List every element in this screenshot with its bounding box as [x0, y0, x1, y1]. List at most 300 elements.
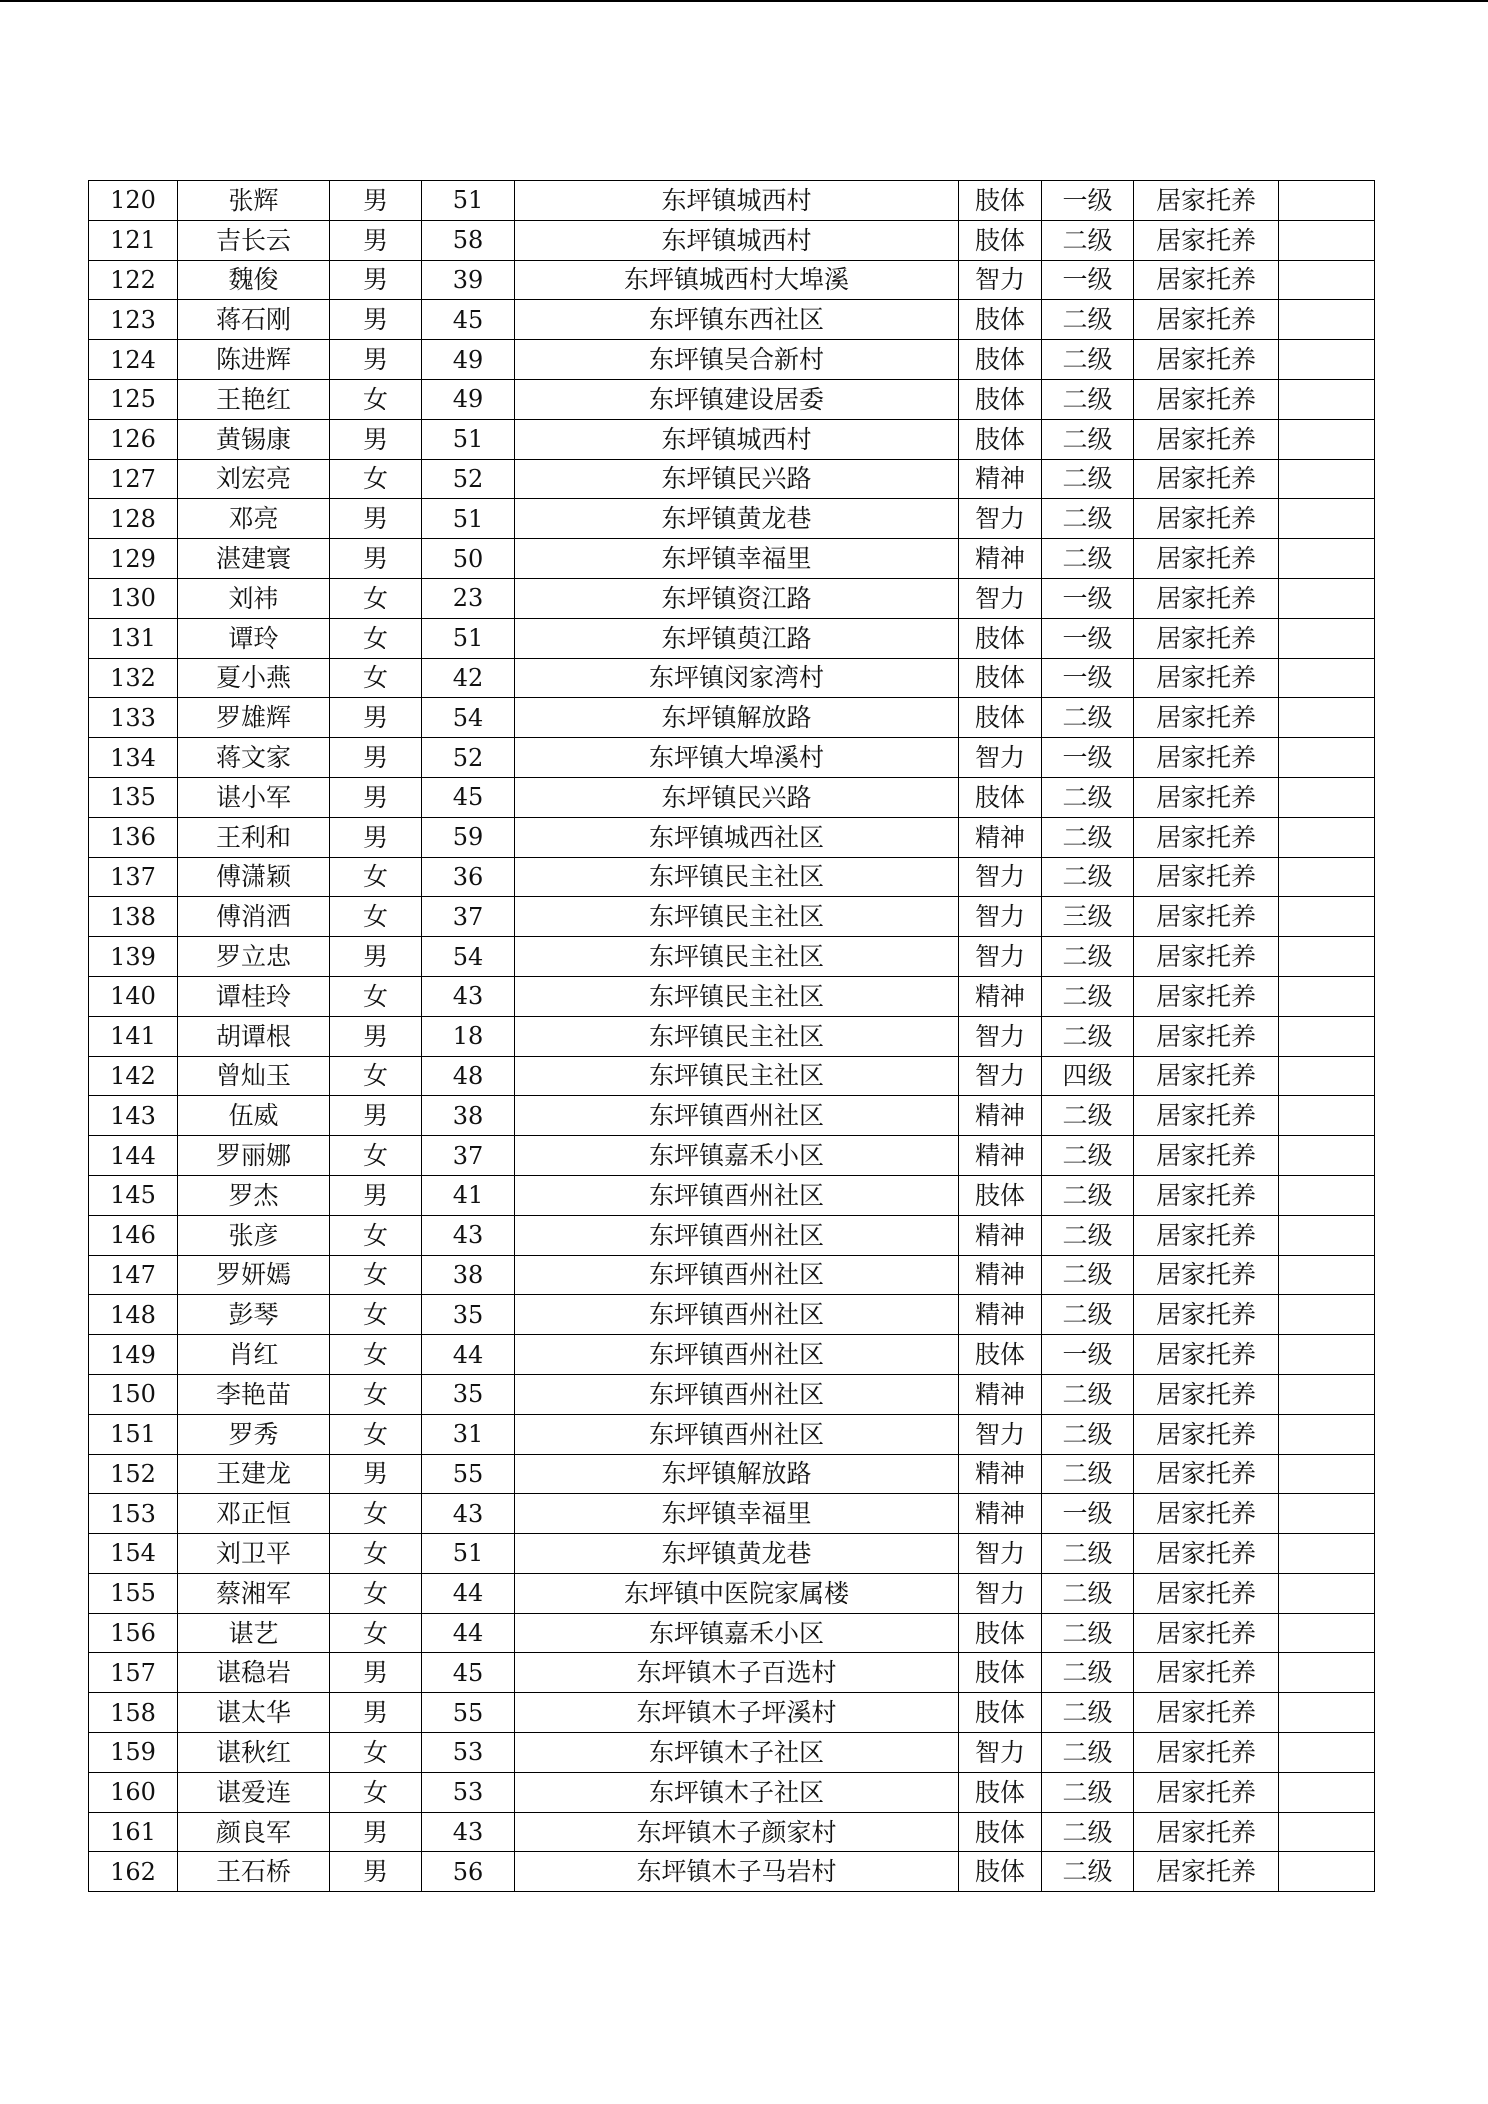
- cell-remark: [1279, 1653, 1375, 1693]
- cell-grade: 二级: [1042, 1255, 1134, 1295]
- cell-grade: 二级: [1042, 340, 1134, 380]
- cell-type: 肢体: [959, 220, 1042, 260]
- cell-idx: 140: [89, 976, 178, 1016]
- cell-type: 肢体: [959, 1812, 1042, 1852]
- cell-care: 居家托养: [1134, 1136, 1279, 1176]
- cell-remark: [1279, 777, 1375, 817]
- cell-address: 东坪镇民兴路: [515, 777, 959, 817]
- cell-address: 东坪镇民主社区: [515, 976, 959, 1016]
- table-row: [89, 499, 1375, 539]
- cell-grade: 一级: [1042, 260, 1134, 300]
- roster-table: [88, 180, 1375, 1892]
- cell-address: 东坪镇城西村大埠溪: [515, 260, 959, 300]
- cell-idx: 127: [89, 459, 178, 499]
- cell-remark: [1279, 1613, 1375, 1653]
- cell-remark: [1279, 937, 1375, 977]
- cell-grade: 二级: [1042, 539, 1134, 579]
- cell-sex: 男: [330, 1096, 422, 1136]
- cell-grade: 二级: [1042, 857, 1134, 897]
- cell-name: 王利和: [178, 817, 330, 857]
- cell-grade: 二级: [1042, 1693, 1134, 1733]
- cell-address: 东坪镇萸江路: [515, 618, 959, 658]
- cell-grade: 一级: [1042, 738, 1134, 778]
- cell-idx: 148: [89, 1295, 178, 1335]
- cell-sex: 女: [330, 578, 422, 618]
- cell-care: 居家托养: [1134, 419, 1279, 459]
- cell-idx: 160: [89, 1772, 178, 1812]
- page-top-border: [0, 0, 1488, 2]
- cell-age: 36: [422, 857, 515, 897]
- cell-age: 52: [422, 459, 515, 499]
- cell-idx: 131: [89, 618, 178, 658]
- cell-sex: 男: [330, 300, 422, 340]
- table-row: [89, 260, 1375, 300]
- cell-age: 49: [422, 340, 515, 380]
- cell-idx: 137: [89, 857, 178, 897]
- cell-idx: 132: [89, 658, 178, 698]
- cell-care: 居家托养: [1134, 1852, 1279, 1892]
- cell-remark: [1279, 1175, 1375, 1215]
- cell-idx: 135: [89, 777, 178, 817]
- cell-name: 谌秋红: [178, 1733, 330, 1773]
- cell-remark: [1279, 1812, 1375, 1852]
- cell-remark: [1279, 459, 1375, 499]
- cell-sex: 男: [330, 777, 422, 817]
- cell-idx: 150: [89, 1374, 178, 1414]
- cell-care: 居家托养: [1134, 1096, 1279, 1136]
- cell-remark: [1279, 1335, 1375, 1375]
- cell-type: 智力: [959, 1573, 1042, 1613]
- cell-name: 王艳红: [178, 379, 330, 419]
- cell-grade: 二级: [1042, 1414, 1134, 1454]
- table-row: [89, 937, 1375, 977]
- cell-type: 肢体: [959, 340, 1042, 380]
- cell-idx: 155: [89, 1573, 178, 1613]
- cell-care: 居家托养: [1134, 857, 1279, 897]
- cell-idx: 151: [89, 1414, 178, 1454]
- cell-grade: 二级: [1042, 976, 1134, 1016]
- cell-name: 黄锡康: [178, 419, 330, 459]
- cell-idx: 133: [89, 698, 178, 738]
- cell-remark: [1279, 419, 1375, 459]
- cell-age: 51: [422, 618, 515, 658]
- cell-idx: 130: [89, 578, 178, 618]
- cell-address: 东坪镇大埠溪村: [515, 738, 959, 778]
- cell-sex: 男: [330, 738, 422, 778]
- cell-age: 54: [422, 698, 515, 738]
- cell-name: 罗杰: [178, 1175, 330, 1215]
- cell-type: 肢体: [959, 181, 1042, 221]
- table-row: [89, 459, 1375, 499]
- cell-remark: [1279, 618, 1375, 658]
- cell-address: 东坪镇民主社区: [515, 857, 959, 897]
- cell-grade: 二级: [1042, 1573, 1134, 1613]
- cell-remark: [1279, 379, 1375, 419]
- table-row: [89, 379, 1375, 419]
- cell-address: 东坪镇酉州社区: [515, 1295, 959, 1335]
- cell-idx: 146: [89, 1215, 178, 1255]
- cell-care: 居家托养: [1134, 897, 1279, 937]
- cell-type: 肢体: [959, 1335, 1042, 1375]
- cell-type: 精神: [959, 539, 1042, 579]
- table-row: [89, 1016, 1375, 1056]
- cell-age: 18: [422, 1016, 515, 1056]
- cell-idx: 129: [89, 539, 178, 579]
- cell-name: 张彦: [178, 1215, 330, 1255]
- table-row: [89, 1573, 1375, 1613]
- cell-idx: 125: [89, 379, 178, 419]
- cell-sex: 女: [330, 1733, 422, 1773]
- cell-care: 居家托养: [1134, 539, 1279, 579]
- cell-address: 东坪镇资江路: [515, 578, 959, 618]
- cell-idx: 153: [89, 1494, 178, 1534]
- table-row: [89, 1056, 1375, 1096]
- cell-sex: 女: [330, 1335, 422, 1375]
- cell-name: 蒋石刚: [178, 300, 330, 340]
- cell-type: 肢体: [959, 300, 1042, 340]
- cell-age: 39: [422, 260, 515, 300]
- cell-care: 居家托养: [1134, 1812, 1279, 1852]
- cell-remark: [1279, 340, 1375, 380]
- cell-type: 精神: [959, 1454, 1042, 1494]
- cell-address: 东坪镇木子社区: [515, 1733, 959, 1773]
- cell-care: 居家托养: [1134, 1295, 1279, 1335]
- cell-remark: [1279, 300, 1375, 340]
- cell-remark: [1279, 1772, 1375, 1812]
- cell-care: 居家托养: [1134, 1534, 1279, 1574]
- cell-remark: [1279, 1852, 1375, 1892]
- cell-care: 居家托养: [1134, 1653, 1279, 1693]
- cell-address: 东坪镇民兴路: [515, 459, 959, 499]
- cell-sex: 男: [330, 499, 422, 539]
- cell-care: 居家托养: [1134, 220, 1279, 260]
- cell-remark: [1279, 857, 1375, 897]
- cell-name: 吉长云: [178, 220, 330, 260]
- cell-age: 51: [422, 419, 515, 459]
- cell-age: 55: [422, 1454, 515, 1494]
- cell-age: 44: [422, 1335, 515, 1375]
- cell-address: 东坪镇酉州社区: [515, 1175, 959, 1215]
- table-row: [89, 1096, 1375, 1136]
- cell-type: 肢体: [959, 658, 1042, 698]
- cell-idx: 145: [89, 1175, 178, 1215]
- cell-remark: [1279, 1534, 1375, 1574]
- cell-age: 44: [422, 1573, 515, 1613]
- cell-address: 东坪镇嘉禾小区: [515, 1613, 959, 1653]
- cell-remark: [1279, 539, 1375, 579]
- table-row: [89, 897, 1375, 937]
- cell-grade: 二级: [1042, 817, 1134, 857]
- cell-age: 49: [422, 379, 515, 419]
- cell-type: 智力: [959, 260, 1042, 300]
- cell-remark: [1279, 1215, 1375, 1255]
- cell-address: 东坪镇幸福里: [515, 539, 959, 579]
- cell-name: 肖红: [178, 1335, 330, 1375]
- cell-care: 居家托养: [1134, 1733, 1279, 1773]
- cell-grade: 四级: [1042, 1056, 1134, 1096]
- cell-sex: 女: [330, 897, 422, 937]
- cell-age: 37: [422, 897, 515, 937]
- cell-remark: [1279, 1573, 1375, 1613]
- table-row: [89, 1136, 1375, 1176]
- cell-type: 精神: [959, 1494, 1042, 1534]
- cell-sex: 女: [330, 857, 422, 897]
- cell-sex: 男: [330, 220, 422, 260]
- table-row: [89, 1374, 1375, 1414]
- cell-address: 东坪镇酉州社区: [515, 1096, 959, 1136]
- cell-grade: 一级: [1042, 1335, 1134, 1375]
- cell-remark: [1279, 1255, 1375, 1295]
- cell-age: 56: [422, 1852, 515, 1892]
- cell-sex: 女: [330, 618, 422, 658]
- cell-care: 居家托养: [1134, 1772, 1279, 1812]
- cell-sex: 女: [330, 1215, 422, 1255]
- table-row: [89, 1852, 1375, 1892]
- cell-grade: 二级: [1042, 379, 1134, 419]
- cell-idx: 138: [89, 897, 178, 937]
- cell-sex: 男: [330, 1653, 422, 1693]
- cell-name: 邓正恒: [178, 1494, 330, 1534]
- cell-grade: 二级: [1042, 1653, 1134, 1693]
- table-row: [89, 1812, 1375, 1852]
- cell-remark: [1279, 1295, 1375, 1335]
- cell-care: 居家托养: [1134, 1454, 1279, 1494]
- cell-age: 51: [422, 499, 515, 539]
- cell-sex: 女: [330, 658, 422, 698]
- cell-name: 张辉: [178, 181, 330, 221]
- table-row: [89, 1175, 1375, 1215]
- cell-sex: 女: [330, 1255, 422, 1295]
- cell-care: 居家托养: [1134, 777, 1279, 817]
- cell-idx: 123: [89, 300, 178, 340]
- cell-type: 精神: [959, 1215, 1042, 1255]
- table-row: [89, 1414, 1375, 1454]
- cell-sex: 男: [330, 1693, 422, 1733]
- cell-idx: 144: [89, 1136, 178, 1176]
- cell-care: 居家托养: [1134, 1255, 1279, 1295]
- cell-age: 38: [422, 1096, 515, 1136]
- cell-age: 42: [422, 658, 515, 698]
- cell-grade: 一级: [1042, 181, 1134, 221]
- cell-name: 谭玲: [178, 618, 330, 658]
- cell-sex: 女: [330, 1056, 422, 1096]
- cell-grade: 二级: [1042, 1852, 1134, 1892]
- table-row: [89, 817, 1375, 857]
- cell-remark: [1279, 738, 1375, 778]
- cell-type: 精神: [959, 1374, 1042, 1414]
- cell-remark: [1279, 976, 1375, 1016]
- cell-care: 居家托养: [1134, 1613, 1279, 1653]
- cell-idx: 139: [89, 937, 178, 977]
- cell-sex: 女: [330, 976, 422, 1016]
- cell-address: 东坪镇黄龙巷: [515, 499, 959, 539]
- cell-grade: 二级: [1042, 937, 1134, 977]
- cell-idx: 156: [89, 1613, 178, 1653]
- cell-address: 东坪镇民主社区: [515, 897, 959, 937]
- table-row: [89, 658, 1375, 698]
- cell-idx: 158: [89, 1693, 178, 1733]
- cell-care: 居家托养: [1134, 698, 1279, 738]
- cell-grade: 二级: [1042, 1175, 1134, 1215]
- cell-address: 东坪镇幸福里: [515, 1494, 959, 1534]
- cell-idx: 157: [89, 1653, 178, 1693]
- cell-care: 居家托养: [1134, 499, 1279, 539]
- cell-remark: [1279, 1693, 1375, 1733]
- cell-name: 颜良军: [178, 1812, 330, 1852]
- cell-name: 李艳苗: [178, 1374, 330, 1414]
- cell-care: 居家托养: [1134, 459, 1279, 499]
- cell-grade: 一级: [1042, 1494, 1134, 1534]
- cell-type: 智力: [959, 1534, 1042, 1574]
- cell-grade: 二级: [1042, 777, 1134, 817]
- cell-idx: 136: [89, 817, 178, 857]
- cell-age: 58: [422, 220, 515, 260]
- cell-name: 蒋文家: [178, 738, 330, 778]
- cell-age: 53: [422, 1772, 515, 1812]
- cell-idx: 124: [89, 340, 178, 380]
- cell-care: 居家托养: [1134, 300, 1279, 340]
- cell-type: 肢体: [959, 1852, 1042, 1892]
- cell-sex: 男: [330, 539, 422, 579]
- cell-grade: 一级: [1042, 658, 1134, 698]
- cell-age: 37: [422, 1136, 515, 1176]
- cell-care: 居家托养: [1134, 181, 1279, 221]
- cell-type: 精神: [959, 1255, 1042, 1295]
- cell-address: 东坪镇酉州社区: [515, 1215, 959, 1255]
- cell-name: 蔡湘军: [178, 1573, 330, 1613]
- cell-remark: [1279, 578, 1375, 618]
- cell-address: 东坪镇城西社区: [515, 817, 959, 857]
- cell-name: 彭琴: [178, 1295, 330, 1335]
- cell-care: 居家托养: [1134, 1573, 1279, 1613]
- cell-age: 59: [422, 817, 515, 857]
- cell-sex: 男: [330, 1175, 422, 1215]
- cell-remark: [1279, 817, 1375, 857]
- cell-name: 邓亮: [178, 499, 330, 539]
- cell-name: 伍威: [178, 1096, 330, 1136]
- cell-type: 智力: [959, 499, 1042, 539]
- cell-grade: 二级: [1042, 419, 1134, 459]
- cell-type: 精神: [959, 976, 1042, 1016]
- cell-name: 罗雄辉: [178, 698, 330, 738]
- cell-name: 王建龙: [178, 1454, 330, 1494]
- cell-grade: 二级: [1042, 1812, 1134, 1852]
- cell-age: 45: [422, 777, 515, 817]
- cell-address: 东坪镇东西社区: [515, 300, 959, 340]
- cell-age: 54: [422, 937, 515, 977]
- cell-idx: 128: [89, 499, 178, 539]
- cell-name: 谌爱连: [178, 1772, 330, 1812]
- cell-care: 居家托养: [1134, 1215, 1279, 1255]
- cell-sex: 男: [330, 260, 422, 300]
- cell-name: 罗立忠: [178, 937, 330, 977]
- cell-name: 罗秀: [178, 1414, 330, 1454]
- cell-type: 精神: [959, 1096, 1042, 1136]
- cell-care: 居家托养: [1134, 1414, 1279, 1454]
- table-row: [89, 777, 1375, 817]
- table-row: [89, 1335, 1375, 1375]
- cell-type: 智力: [959, 738, 1042, 778]
- cell-address: 东坪镇酉州社区: [515, 1414, 959, 1454]
- cell-age: 55: [422, 1693, 515, 1733]
- cell-grade: 二级: [1042, 698, 1134, 738]
- cell-type: 智力: [959, 1016, 1042, 1056]
- cell-sex: 女: [330, 1374, 422, 1414]
- cell-remark: [1279, 1096, 1375, 1136]
- cell-address: 东坪镇嘉禾小区: [515, 1136, 959, 1176]
- cell-address: 东坪镇建设居委: [515, 379, 959, 419]
- cell-address: 东坪镇民主社区: [515, 1016, 959, 1056]
- table-row: [89, 1215, 1375, 1255]
- cell-address: 东坪镇吴合新村: [515, 340, 959, 380]
- cell-care: 居家托养: [1134, 937, 1279, 977]
- cell-type: 肢体: [959, 1772, 1042, 1812]
- cell-grade: 一级: [1042, 618, 1134, 658]
- cell-name: 谌艺: [178, 1613, 330, 1653]
- cell-grade: 二级: [1042, 1534, 1134, 1574]
- cell-remark: [1279, 1374, 1375, 1414]
- cell-care: 居家托养: [1134, 1693, 1279, 1733]
- cell-sex: 女: [330, 459, 422, 499]
- cell-address: 东坪镇中医院家属楼: [515, 1573, 959, 1613]
- cell-grade: 二级: [1042, 1136, 1134, 1176]
- cell-type: 精神: [959, 459, 1042, 499]
- cell-name: 曾灿玉: [178, 1056, 330, 1096]
- cell-sex: 男: [330, 1454, 422, 1494]
- cell-name: 刘卫平: [178, 1534, 330, 1574]
- cell-remark: [1279, 1733, 1375, 1773]
- cell-idx: 120: [89, 181, 178, 221]
- table-row: [89, 1454, 1375, 1494]
- cell-type: 精神: [959, 1295, 1042, 1335]
- cell-type: 精神: [959, 1136, 1042, 1176]
- cell-type: 智力: [959, 1414, 1042, 1454]
- cell-care: 居家托养: [1134, 1335, 1279, 1375]
- cell-sex: 男: [330, 698, 422, 738]
- cell-name: 王石桥: [178, 1852, 330, 1892]
- cell-grade: 二级: [1042, 459, 1134, 499]
- cell-remark: [1279, 1056, 1375, 1096]
- cell-address: 东坪镇木子坪溪村: [515, 1693, 959, 1733]
- cell-grade: 二级: [1042, 1374, 1134, 1414]
- cell-idx: 154: [89, 1534, 178, 1574]
- cell-care: 居家托养: [1134, 976, 1279, 1016]
- cell-age: 52: [422, 738, 515, 778]
- cell-address: 东坪镇民主社区: [515, 1056, 959, 1096]
- cell-sex: 女: [330, 1494, 422, 1534]
- cell-idx: 121: [89, 220, 178, 260]
- cell-type: 肢体: [959, 1175, 1042, 1215]
- cell-remark: [1279, 499, 1375, 539]
- cell-age: 41: [422, 1175, 515, 1215]
- table-row: [89, 340, 1375, 380]
- cell-address: 东坪镇木子颜家村: [515, 1812, 959, 1852]
- cell-address: 东坪镇酉州社区: [515, 1255, 959, 1295]
- cell-care: 居家托养: [1134, 658, 1279, 698]
- cell-care: 居家托养: [1134, 1056, 1279, 1096]
- cell-remark: [1279, 1454, 1375, 1494]
- cell-name: 傅潇颖: [178, 857, 330, 897]
- cell-idx: 149: [89, 1335, 178, 1375]
- cell-type: 智力: [959, 1733, 1042, 1773]
- cell-sex: 女: [330, 379, 422, 419]
- cell-remark: [1279, 1494, 1375, 1534]
- cell-grade: 二级: [1042, 1215, 1134, 1255]
- cell-name: 陈进辉: [178, 340, 330, 380]
- table-row: [89, 1613, 1375, 1653]
- cell-age: 43: [422, 976, 515, 1016]
- cell-sex: 女: [330, 1295, 422, 1335]
